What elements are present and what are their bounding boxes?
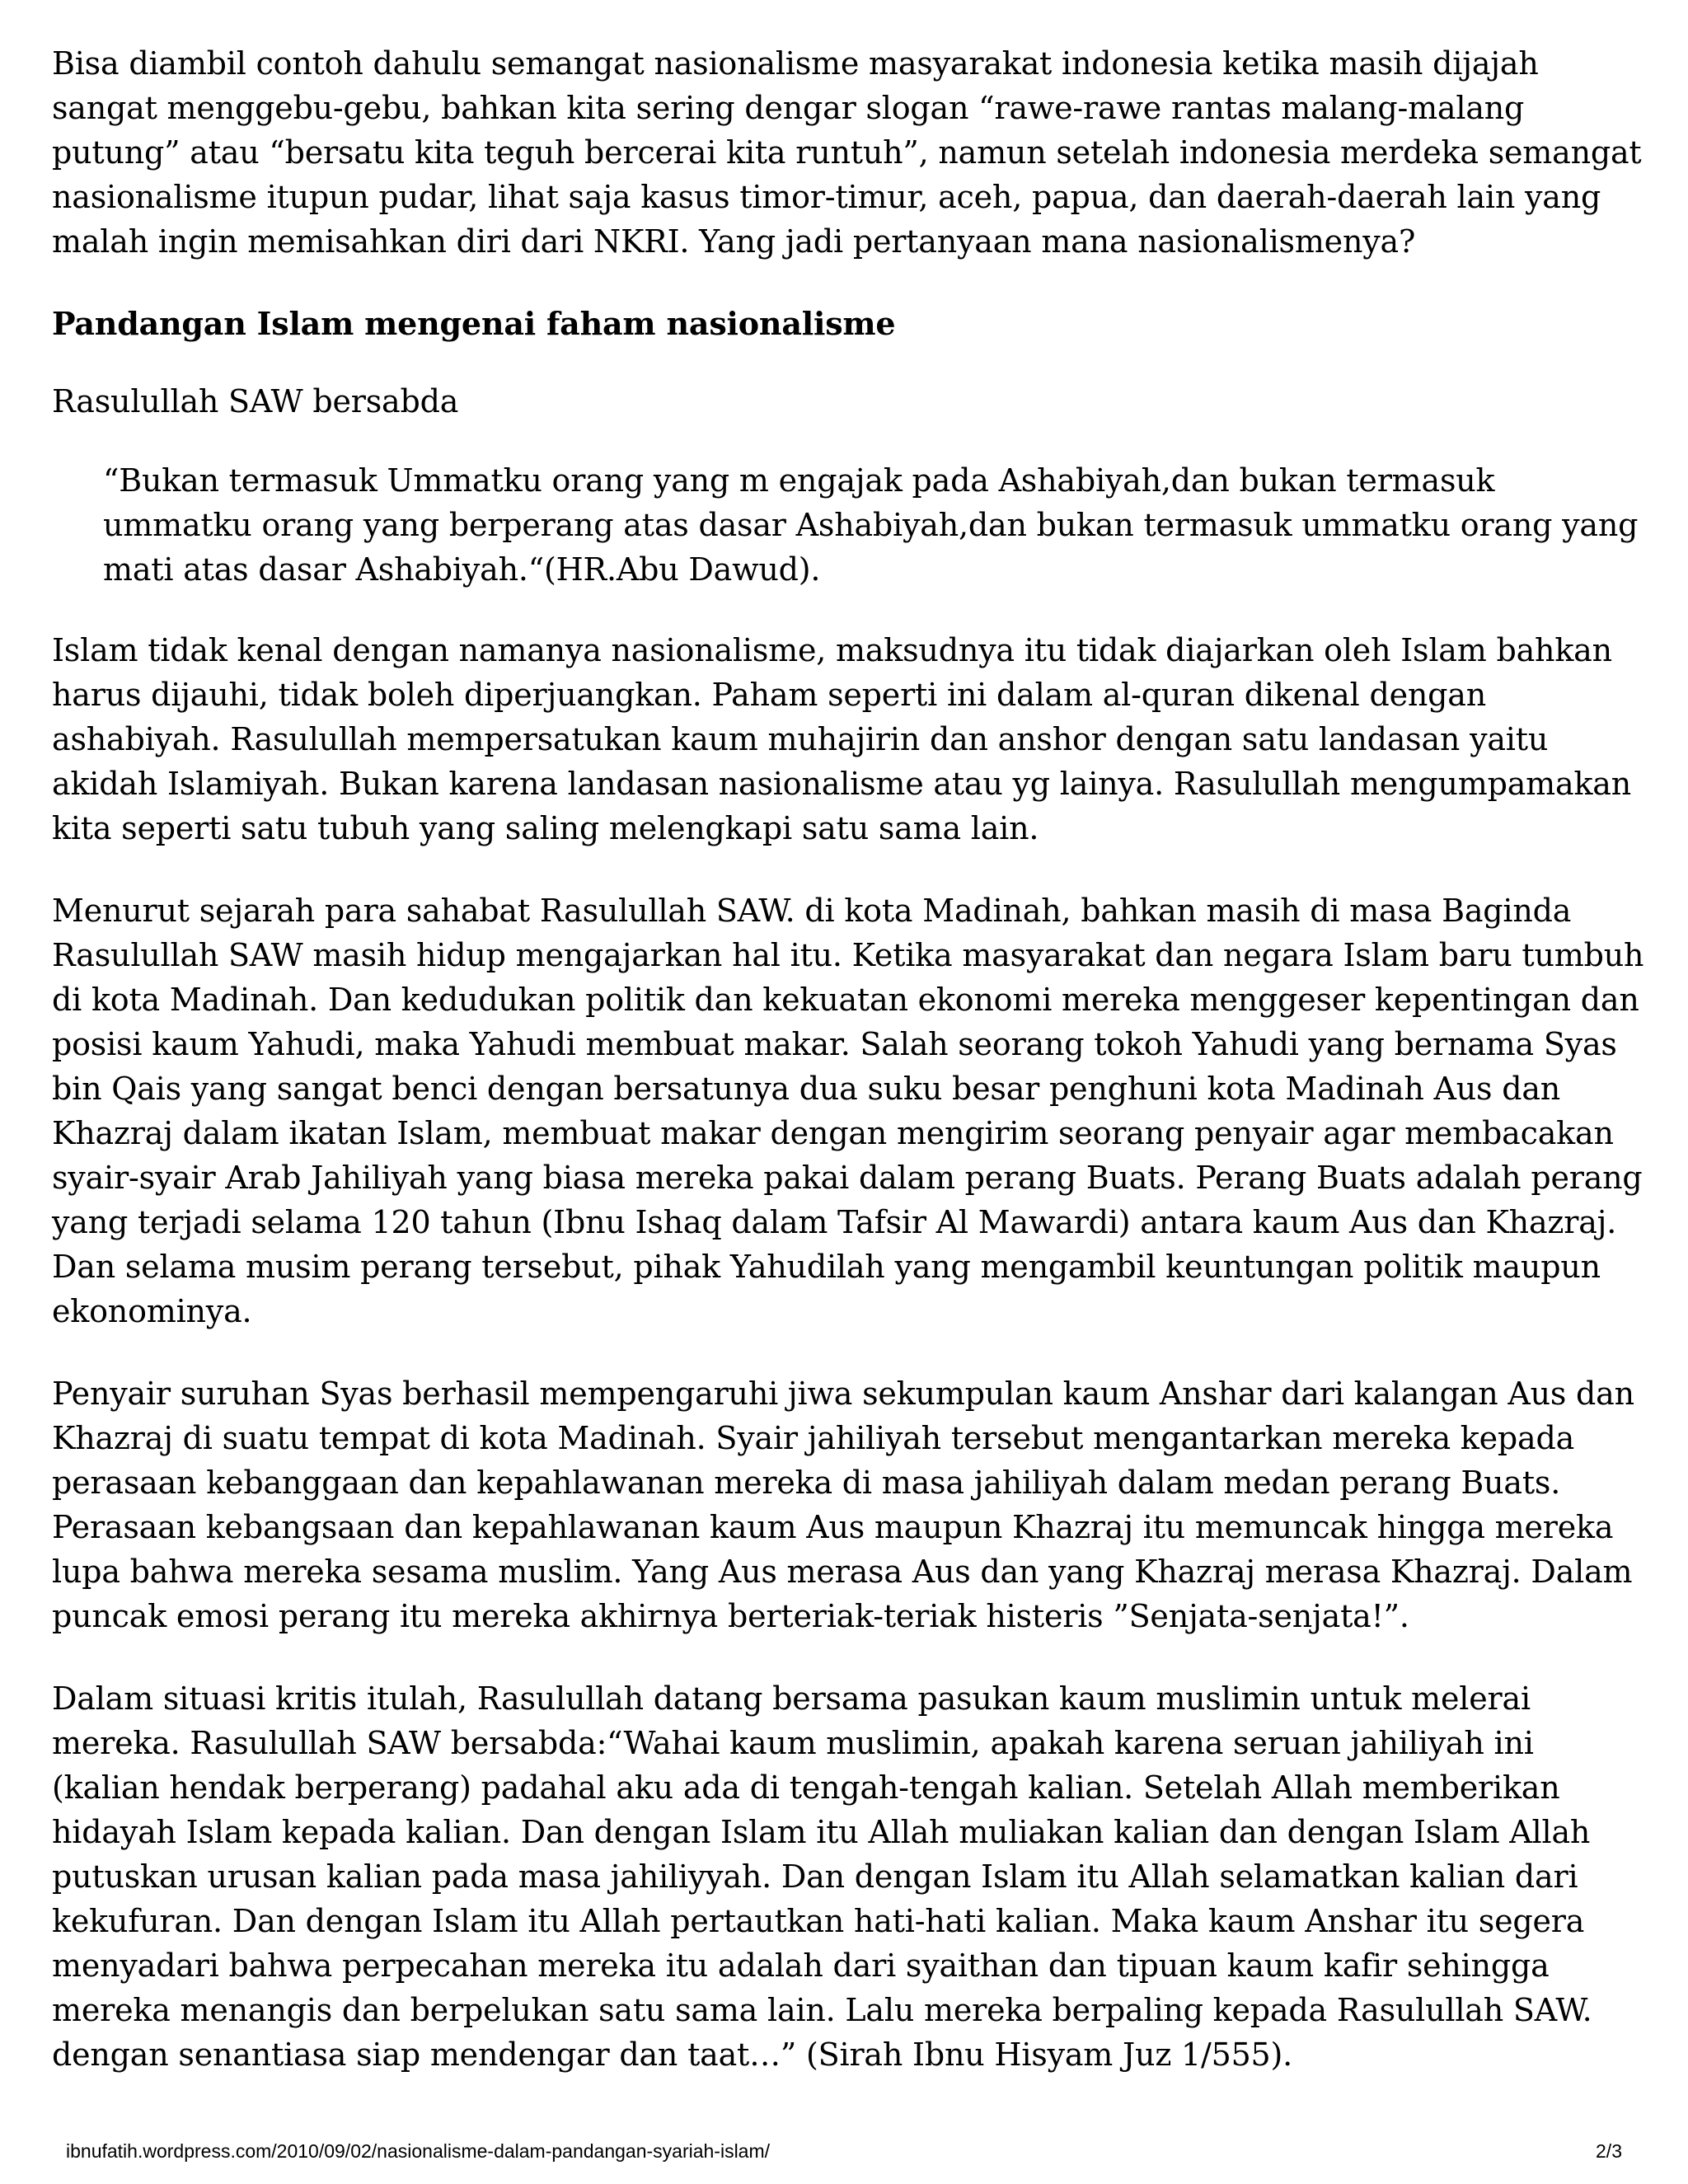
- paragraph-nationalism-history: Bisa diambil contoh dahulu semangat nasionalisme masyarakat indonesia ketika masih dijajah sangat menggebu-gebu, bahkan kita sering dengar slogan “rawe-rawe rantas malang-malang putung” atau “bersatu kita teguh bercerai kita runtuh”, namun setelah indonesia merdeka semangat nasionalisme itupun pudar, lihat saja kasus timor-timur, aceh, papua, dan daerah-daerah lain yang malah ingin memisahkan diri dari NKRI. Yang jadi pertanyaan mana nasionalismenya?: [52, 45, 1642, 260]
- paragraph-madinah-history: Menurut sejarah para sahabat Rasulullah SAW. di kota Madinah, bahkan masih di masa Baginda Rasulullah SAW masih hidup mengajarkan hal itu. Ketika masyarakat dan negara Islam baru tumbuh di kota Madinah. Dan kedudukan politik dan kekuatan ekonomi mereka menggeser kepentingan dan posisi kaum Yahudi, maka Yahudi membuat makar. Salah seorang tokoh Yahudi yang bernama Syas bin Qais yang sangat benci dengan bersatunya dua suku besar penghuni kota Madinah Aus dan Khazraj dalam ikatan Islam, membuat makar dengan mengirim seorang penyair agar membacakan syair-syair Arab Jahiliyah yang biasa mereka pakai dalam perang Buats. Perang Buats adalah perang yang terjadi selama 120 tahun (Ibnu Ishaq dalam Tafsir Al Mawardi) antara kaum Aus dan Khazraj. Dan selama musim perang tersebut, pihak Yahudilah yang mengambil keuntungan politik maupun ekonominya.: [52, 893, 1644, 1329]
- page-footer: [66, 2139, 1622, 2163]
- paragraph-ashabiyah: Islam tidak kenal dengan namanya nasionalisme, maksudnya itu tidak diajarkan oleh Islam bahkan harus dijauhi, tidak boleh diperjuangkan. Paham seperti ini dalam al-quran dikenal dengan ashabiyah. Rasulullah mempersatukan kaum muhajirin dan anshor dengan satu landasan yaitu akidah Islamiyah. Bukan karena landasan nasionalisme atau yg lainya. Rasulullah mengumpamakan kita seperti satu tubuh yang saling melengkapi satu sama lain.: [52, 632, 1632, 846]
- paragraph-rasulullah-speech: Dalam situasi kritis itulah, Rasulullah datang bersama pasukan kaum muslimin untuk melerai mereka. Rasulullah SAW bersabda:“Wahai kaum muslimin, apakah karena seruan jahiliyah ini (kalian hendak berperang) padahal aku ada di tengah-tengah kalian. Setelah Allah memberikan hidayah Islam kepada kalian. Dan dengan Islam itu Allah muliakan kalian dan dengan Islam Allah putuskan urusan kalian pada masa jahiliyyah. Dan dengan Islam itu Allah selamatkan kalian dari kekufuran. Dan dengan Islam itu Allah pertautkan hati-hati kalian. Maka kaum Anshar itu segera menyadari bahwa perpecahan mereka itu adalah dari syaithan dan tipuan kaum kafir sehingga mereka menangis dan berpelukan satu sama lain. Lalu mereka berpaling kepada Rasulullah SAW. dengan senantiasa siap mendengar dan taat…” (Sirah Ibnu Hisyam Juz 1/555).: [52, 1680, 1592, 2073]
- paragraph-poet: Penyair suruhan Syas berhasil mempengaruhi jiwa sekumpulan kaum Anshar dari kalangan Aus dan Khazraj di suatu tempat di kota Madinah. Syair jahiliyah tersebut mengantarkan mereka kepada perasaan kebanggaan dan kepahlawanan mereka di masa jahiliyah dalam medan perang Buats. Perasaan kebangsaan dan kepahlawanan kaum Aus maupun Khazraj itu memuncak hingga mereka lupa bahwa mereka sesama muslim. Yang Aus merasa Aus dan yang Khazraj merasa Khazraj. Dalam puncak emosi perang itu mereka akhirnya berteriak-teriak histeris ”Senjata-senjata!”.: [52, 1376, 1634, 1634]
- hadith-quote: “Bukan termasuk Ummatku orang yang m engajak pada Ashabiyah,dan bukan termasuk ummatku orang yang berperang atas dasar Ashabiyah,dan bukan termasuk ummatku orang yang mati atas dasar Ashabiyah.“(HR.Abu Dawud).: [103, 462, 1639, 588]
- footer-url: ibnufatih.wordpress.com/2010/09/02/nasionalisme-dalam-pandangan-syariah-islam/: [66, 2140, 771, 2162]
- section-heading: Pandangan Islam mengenai faham nasionalisme: [52, 305, 896, 342]
- quote-intro: Rasulullah SAW bersabda: [52, 383, 459, 419]
- document-body: [52, 41, 1647, 2115]
- page-number: 2/3: [1596, 2140, 1622, 2162]
